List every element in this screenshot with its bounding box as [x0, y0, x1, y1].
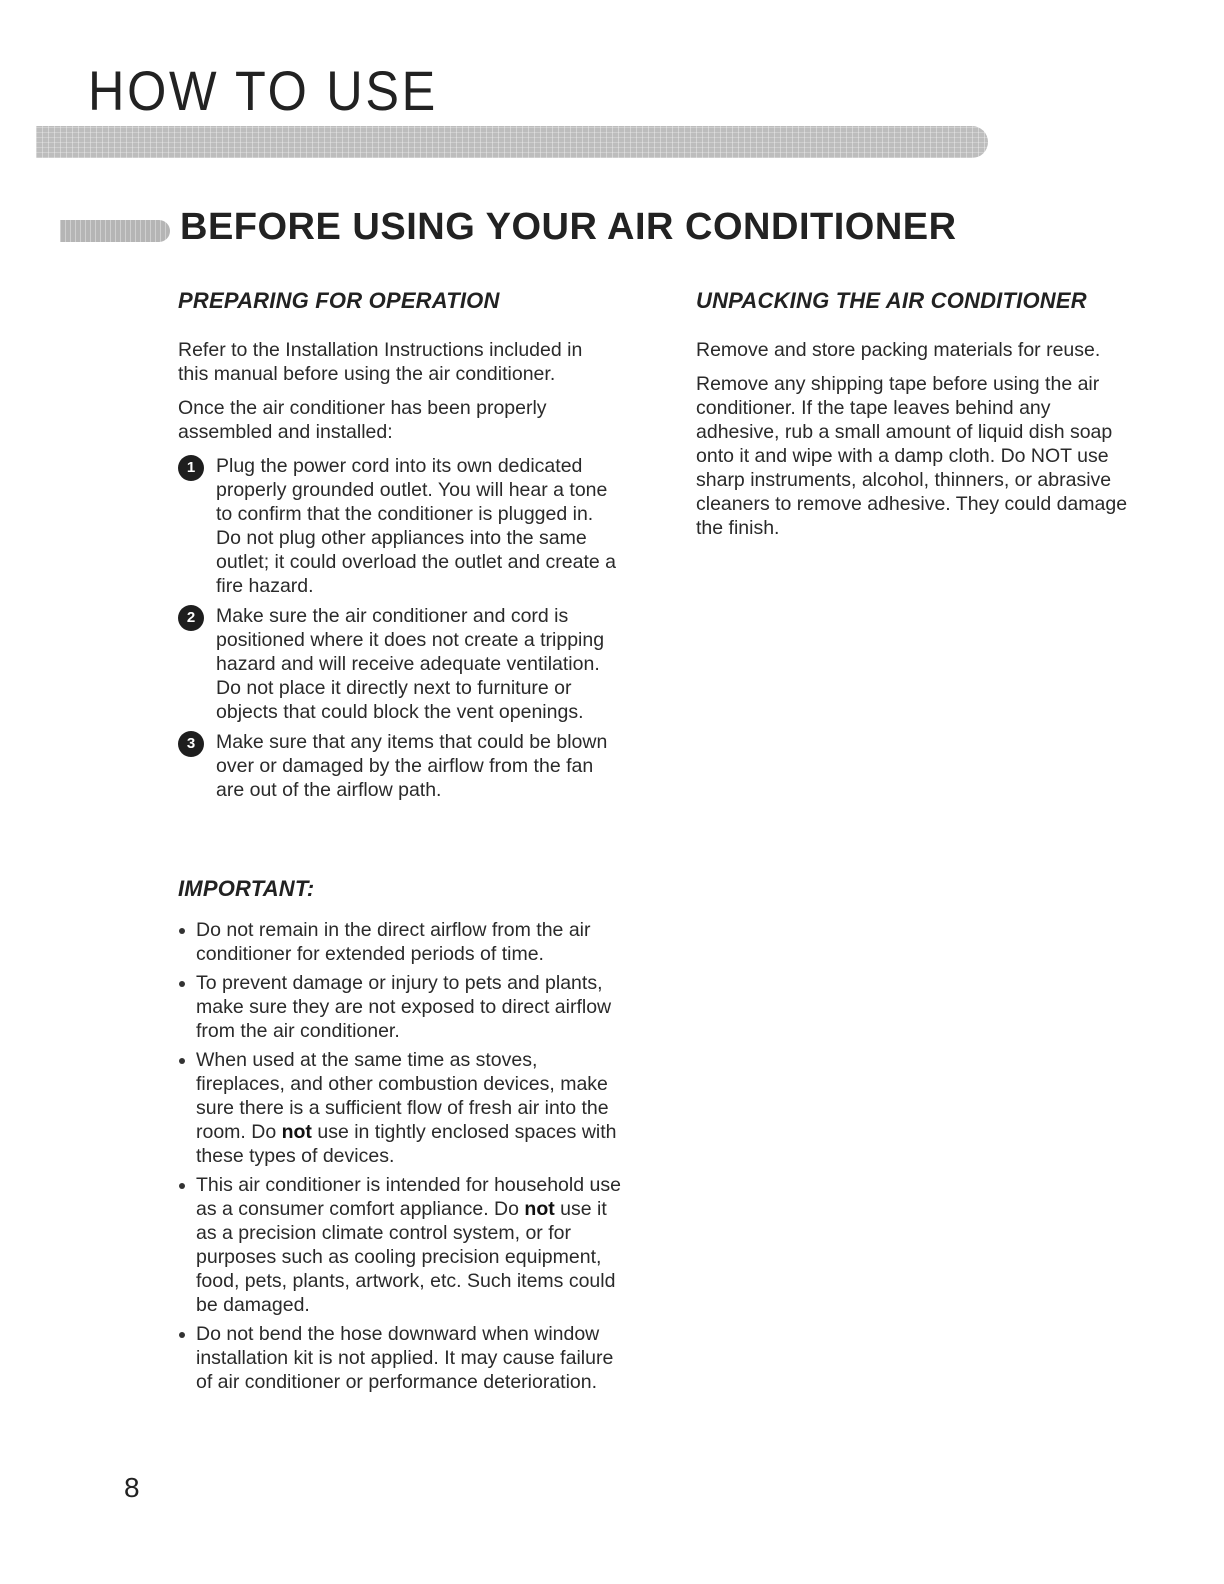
preparing-heading: PREPARING FOR OPERATION	[178, 288, 500, 313]
step-item-2	[178, 604, 618, 724]
step-item-3	[178, 730, 618, 802]
important-list	[178, 918, 628, 1394]
bullet-text: use in tightly enclosed spaces with these types of devices.	[196, 1121, 617, 1167]
important-section	[178, 876, 628, 1399]
page-title: HOW TO USE	[88, 59, 438, 122]
list-item	[178, 971, 628, 1043]
list-item	[178, 918, 628, 966]
step-text: Make sure the air conditioner and cord is positioned where it does not create a tripping hazard and will receive adequate ventilation. Do not place it directly next to furniture or objects that could block the vent openings.	[216, 605, 605, 723]
bullet-text: Do not bend the hose downward when window installation kit is not applied. It may cause failure of air conditioner or performance deterioration.	[196, 1323, 614, 1393]
emphasis-text: not	[524, 1198, 555, 1220]
list-item	[178, 1322, 628, 1394]
preparing-paragraph-1: Refer to the Installation Instructions included in this manual before using the air conditioner.	[178, 339, 583, 385]
bullet-text: use it as a precision climate control system, or for purposes such as cooling precision equipment, food, pets, plants, artwork, etc. Such items could be damaged.	[196, 1198, 616, 1316]
step-number-badge: 3	[178, 731, 204, 757]
step-text: Plug the power cord into its own dedicated properly grounded outlet. You will hear a tone to confirm that the conditioner is plugged in. Do not plug other appliances into the same outlet; it could overload the outlet and create a fire hazard.	[216, 455, 617, 597]
bullet-text: To prevent damage or injury to pets and plants, make sure they are not exposed to direct airflow from the air conditioner.	[196, 972, 612, 1042]
emphasis-text: not	[281, 1121, 312, 1143]
bullet-text: Do not remain in the direct airflow from the air conditioner for extended periods of time.	[196, 919, 591, 965]
step-item-1	[178, 454, 618, 598]
section-marker	[60, 220, 170, 242]
page-number: 8	[124, 1472, 140, 1503]
important-heading: IMPORTANT:	[178, 876, 315, 901]
bullet-text: When used at the same time as stoves, fireplaces, and other combustion devices, make sure there is a sufficient flow of fresh air into the room. Do	[196, 1049, 609, 1143]
unpacking-section	[696, 288, 1136, 550]
unpacking-heading: UNPACKING THE AIR CONDITIONER	[696, 288, 1087, 313]
unpacking-paragraph-1: Remove and store packing materials for reuse.	[696, 339, 1101, 361]
section-title: BEFORE USING YOUR AIR CONDITIONER	[180, 206, 957, 248]
step-number-badge: 2	[178, 605, 204, 631]
preparing-steps	[178, 454, 618, 802]
list-item	[178, 1173, 628, 1317]
preparing-section	[178, 288, 618, 808]
step-number-badge: 1	[178, 455, 204, 481]
preparing-paragraph-2: Once the air conditioner has been properly assembled and installed:	[178, 397, 547, 443]
list-item	[178, 1048, 628, 1168]
unpacking-paragraph-2: Remove any shipping tape before using the air conditioner. If the tape leaves behind any adhesive, rub a small amount of liquid dish soap onto it and wipe with a damp cloth. Do NOT use sharp instruments, alcohol, thinners, or abrasive cleaners to remove adhesive. They could damage the finish.	[696, 373, 1128, 539]
header-decorative-bar	[36, 126, 988, 158]
step-text: Make sure that any items that could be blown over or damaged by the airflow from the fan are out of the airflow path.	[216, 731, 608, 801]
bullet-text: This air conditioner is intended for household use as a consumer comfort appliance. Do	[196, 1174, 621, 1220]
